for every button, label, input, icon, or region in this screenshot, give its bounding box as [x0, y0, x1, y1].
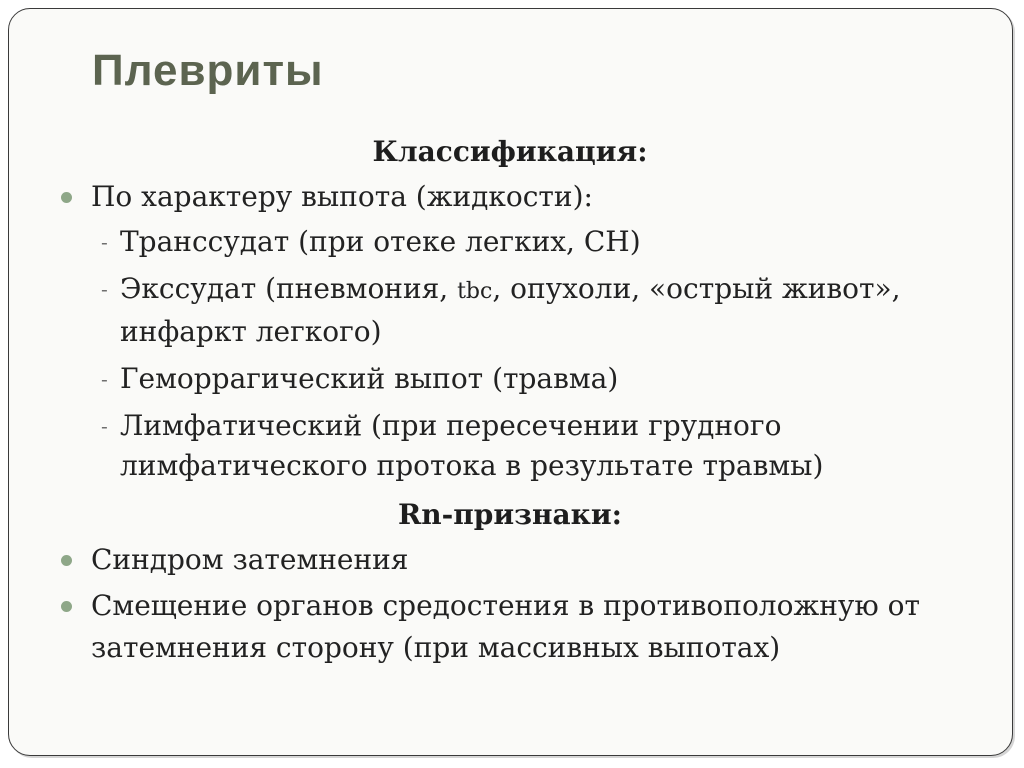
rn-heading: Rn-признаки:: [398, 498, 622, 531]
sub-item-transudate: [60, 222, 960, 262]
slide-content: [60, 130, 960, 673]
dash-icon: -: [101, 277, 108, 301]
sub-item-exudate: [60, 269, 960, 352]
bullet-item: [60, 585, 960, 669]
dash-icon: -: [101, 414, 108, 438]
bullet-text: Синдром затемнения: [91, 543, 409, 576]
exudate-text-end: , опухоли, «острый живот», инфаркт легкого): [120, 272, 901, 348]
bullet-dot-icon: [61, 555, 72, 566]
sub-item-text: Лимфатический (при пересечении грудного лимфатического протока в результате травмы): [120, 409, 824, 482]
bullet-item: [60, 539, 960, 581]
classification-heading: Классификация:: [372, 135, 648, 168]
sub-item-text: Транссудат (при отеке легких, СН): [120, 225, 641, 258]
sub-item-text: Геморрагический выпот (травма): [120, 362, 619, 395]
bullet-dot-icon: [61, 601, 72, 612]
slide-title: Плевриты: [92, 46, 324, 95]
dash-icon: -: [101, 367, 108, 391]
bullet-text: Смещение органов средостения в противоположную от затемнения сторону (при массивных выпотах): [91, 589, 920, 664]
sub-item-hemorrhagic: [60, 359, 960, 399]
sub-item-text: [120, 272, 901, 348]
bullet-dot-icon: [61, 192, 72, 203]
bullet-text: По характеру выпота (жидкости):: [91, 180, 593, 213]
sub-item-lymphatic: [60, 406, 960, 486]
dash-icon: -: [101, 230, 108, 254]
exudate-text-start: Экссудат (пневмония,: [120, 272, 458, 305]
bullet-item: [60, 176, 960, 218]
tbc-text: tbc: [457, 279, 493, 304]
